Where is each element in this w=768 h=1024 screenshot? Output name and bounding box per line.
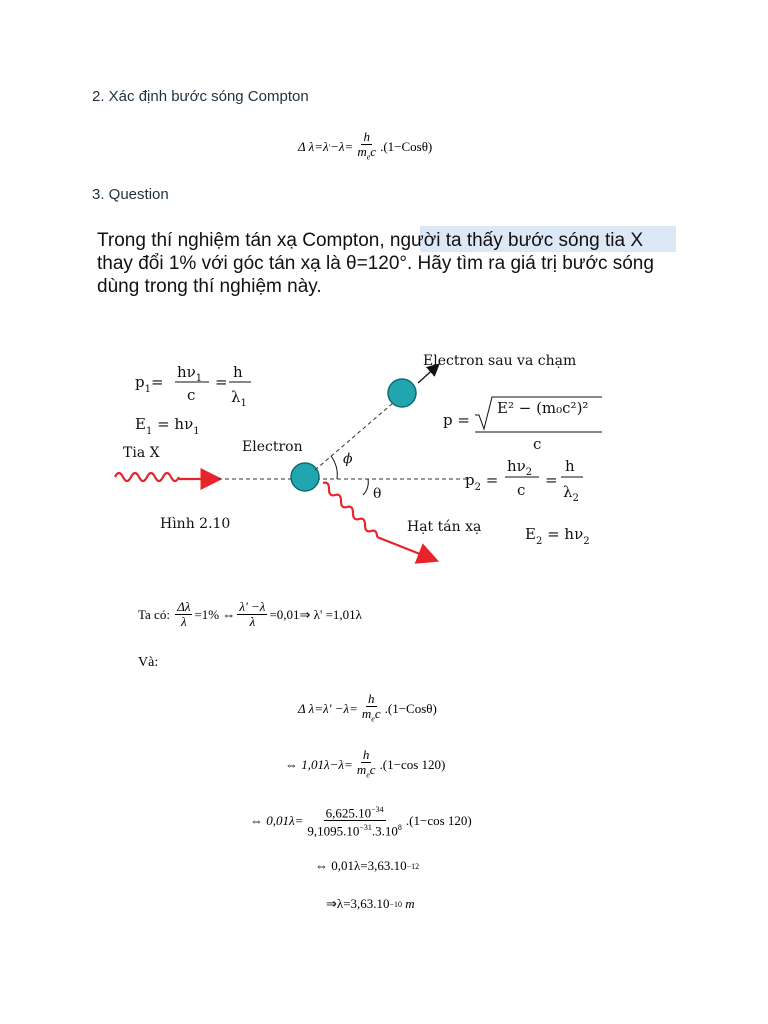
solution-eq-3: ⇔ 0,01λ= $\frac{6,625.10^{-34}}{9,1095.10^{-31}.3.10^8}$ .(1−cos 120) xyxy=(250,805,472,839)
p2-formula xyxy=(465,457,583,504)
svg-text:λ2: $\lambda_2$ xyxy=(563,483,579,504)
electron-after-label: Electron sau va chạm xyxy=(423,353,577,369)
recoil-dashed-line xyxy=(315,403,393,470)
svg-text:=: = xyxy=(545,471,558,489)
formula-den-c: c xyxy=(370,144,377,159)
solution-eq-2: ⇔ 1,01λ−λ= $\frac{h}{m_ec}$ .(1−cos 120) xyxy=(285,747,446,780)
scattered-photon-arrow xyxy=(377,537,435,560)
compton-formula xyxy=(298,130,432,165)
svg-text:c: c xyxy=(517,481,526,499)
formula-den-sub: e xyxy=(366,152,371,162)
ta-co-label: Ta có: xyxy=(138,606,170,622)
delta-lambda-fraction: $\frac{\Delta\lambda}{\lambda}$ xyxy=(177,599,191,629)
theta-arc xyxy=(363,479,368,495)
e1-formula xyxy=(135,415,200,437)
question-text xyxy=(97,229,697,298)
svg-text:h: h xyxy=(233,363,243,381)
recoil-electron-circle xyxy=(388,379,416,407)
formula-prime: ' xyxy=(328,142,331,152)
svg-text:E2 = hν2: $E_2 = h\nu_2$ xyxy=(525,525,590,547)
line1-tail: =0,01⇒ λ' =1,01λ xyxy=(269,606,362,622)
svg-text:h: h xyxy=(565,457,575,475)
svg-text:hν2: $h\nu_2$ xyxy=(507,457,533,478)
formula-den-m: m xyxy=(357,144,367,159)
scattered-photon-wave xyxy=(323,483,377,537)
tia-x-label: Tia X xyxy=(123,445,160,461)
solution-line-1 xyxy=(138,600,362,629)
line1-mid: =1% ⇔ xyxy=(194,606,236,622)
formula-num: h xyxy=(363,129,370,144)
solution-eq-4: ⇔ 0,01λ=3,63.10 −12 xyxy=(315,858,420,873)
va-label: Và: xyxy=(138,655,159,670)
question-line-1: Trong thí nghiệm tán xạ Compton, người ta thấy bước sóng tia X xyxy=(97,230,644,251)
figure-caption: Hình 2.10 xyxy=(160,516,231,532)
svg-text:=: = xyxy=(215,373,228,391)
svg-text:E1 = hν1: $E_1 = h\nu_1$ xyxy=(135,415,200,437)
svg-text:hν1: $h\nu_1$ xyxy=(177,363,203,384)
electron-circle xyxy=(291,463,319,491)
incoming-photon-wave xyxy=(115,473,179,481)
electron-label: Electron xyxy=(242,439,303,455)
section-3-heading: 3. Question xyxy=(92,186,169,203)
svg-text:λ1: $\lambda_1$ xyxy=(231,388,247,409)
formula-lhs: Δ λ=λ xyxy=(298,139,329,155)
svg-text:p =: p = xyxy=(443,411,470,429)
compton-scattering-figure xyxy=(105,345,625,570)
p-formula xyxy=(443,397,602,453)
e2-formula xyxy=(525,525,590,547)
svg-text:p1=: $p_1=$ xyxy=(135,373,164,395)
svg-text:E² − (m₀c²)²: E² − (m₀c²)² xyxy=(497,399,589,417)
question-line-2: thay đổi 1% với góc tán xạ là θ=120°. Hãy tìm ra giá trị bước sóng xyxy=(97,253,654,274)
p1-formula xyxy=(135,363,251,409)
svg-text:c: c xyxy=(533,435,542,453)
formula-fraction xyxy=(355,130,378,165)
theta-label: θ xyxy=(373,486,382,502)
formula-tail: .(1−Cosθ) xyxy=(380,139,433,155)
svg-text:p2 =: $p_2$ = xyxy=(465,471,499,493)
lambda-ratio-fraction: $\frac{\lambda' -\lambda}{\lambda}$ xyxy=(239,599,266,629)
solution-eq-1: Δ λ=λ' −λ= $\frac{h}{m_ec}$ .(1−Cosθ) xyxy=(298,691,437,724)
svg-text:c: c xyxy=(187,386,196,404)
phi-label: ϕ xyxy=(343,451,353,467)
section-2-heading: 2. Xác định bước sóng Compton xyxy=(92,88,309,105)
phi-arc xyxy=(331,456,337,479)
question-line-3: dùng trong thí nghiệm này. xyxy=(97,276,322,297)
scattered-particle-label: Hạt tán xạ xyxy=(407,519,482,535)
formula-mid: −λ= xyxy=(330,139,354,155)
solution-eq-5: ⇒λ=3,63.10 −10 m xyxy=(326,896,415,911)
